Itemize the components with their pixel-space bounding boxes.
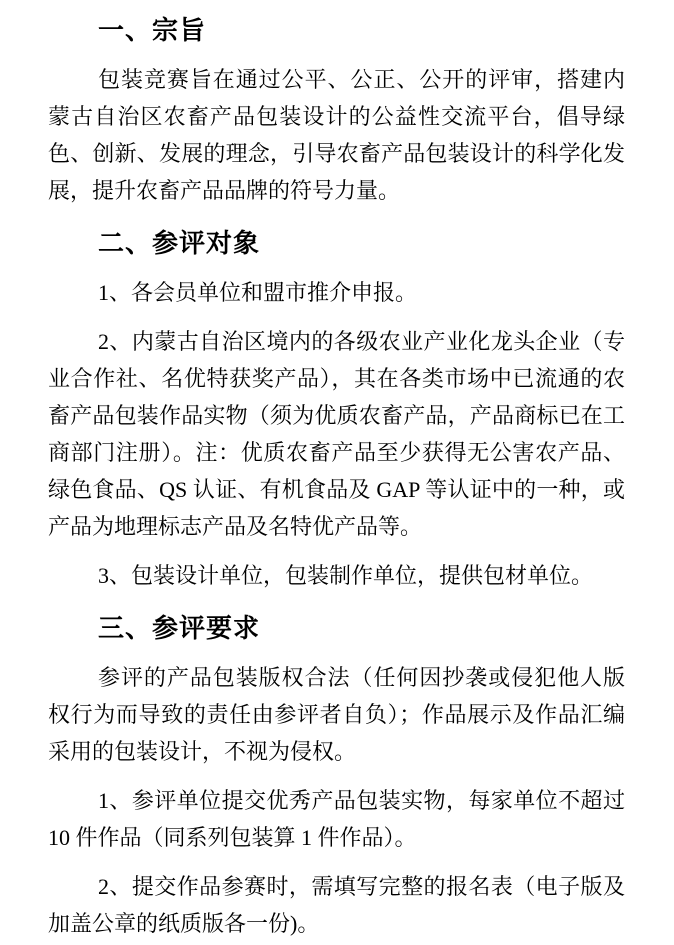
section-participants: [48, 225, 625, 594]
purpose-paragraph: 包装竞赛旨在通过公平、公正、公开的评审，搭建内蒙古自治区农畜产品包装设计的公益性交流平台，倡导绿色、创新、发展的理念，引导农畜产品包装设计的科学化发展，提升农畜产品品牌的符号力量。: [48, 67, 625, 203]
section-purpose: [48, 12, 625, 209]
participants-item-3: 3、包装设计单位，包装制作单位，提供包材单位。: [98, 563, 594, 588]
section-heading-requirements: 三、参评要求: [98, 613, 261, 643]
requirements-item-1: 1、参评单位提交优秀产品包装实物，每家单位不超过 10 件作品（同系列包装算 1 件作品）。: [48, 788, 625, 850]
section-heading-purpose: 一、宗旨: [98, 15, 207, 45]
requirements-intro-paragraph: 参评的产品包装版权合法（任何因抄袭或侵犯他人版权行为而导致的责任由参评者自负）；作品展示及作品汇编采用的包装设计，不视为侵权。: [48, 665, 625, 764]
requirements-item-2: 2、提交作品参赛时，需填写完整的报名表（电子版及加盖公章的纸质版各一份)。: [48, 874, 625, 936]
section-requirements: [48, 610, 625, 942]
section-heading-participants: 二、参评对象: [98, 228, 261, 258]
participants-item-1: 1、各会员单位和盟市推介申报。: [98, 280, 418, 305]
participants-item-2: 2、内蒙古自治区境内的各级农业产业化龙头企业（专业合作社、名优特获奖产品），其在各类市场中已流通的农畜产品包装作品实物（须为优质农畜产品，产品商标已在工商部门注册）。注：优质农畜产品至少获得无公害农产品、绿色食品、QS 认证、有机食品及 GAP 等认证中的一种，或产品为地理标志产品及名特优产品等。: [48, 329, 625, 539]
